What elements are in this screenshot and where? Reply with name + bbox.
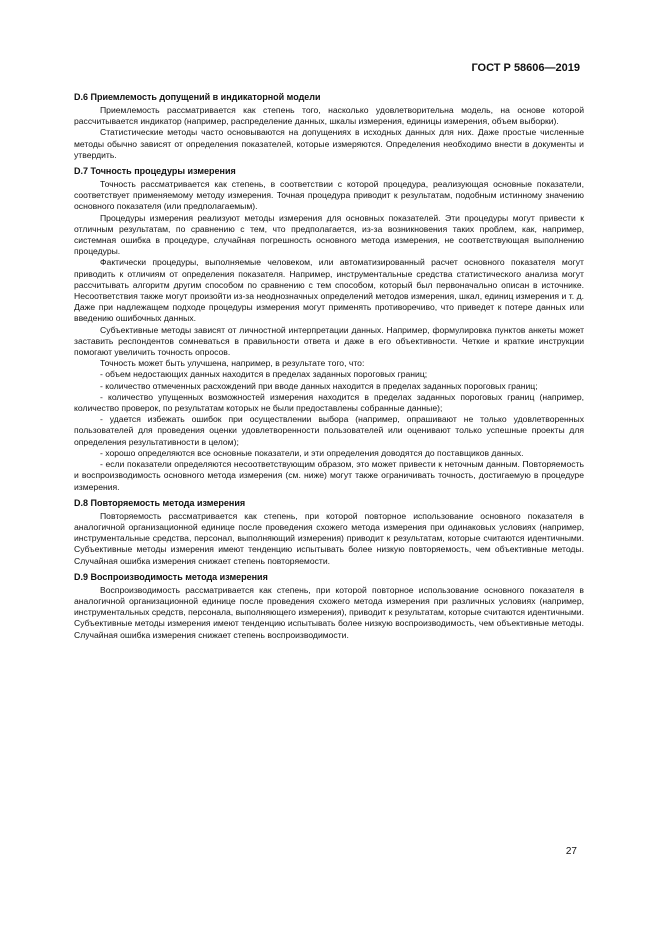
list-item: - хорошо определяются все основные показатели, и эти определения доводятся до поставщиков данных. (100, 447, 524, 458)
paragraph: Субъективные методы зависят от личностной интерпретации данных. Например, формулировка пунктов анкеты может заставить респондентов сомневаться в правильности ответа и даже в его объективности. Четкие и краткие инструкции помогают увеличить точность опросов. (74, 324, 584, 358)
section-title: D.7 Точность процедуры измерения (74, 166, 236, 177)
list-item: - количество упущенных возможностей измерения находится в пределах заданных пороговых границ (например, количество проверок, по результатам которых не были предоставлены собранные данные); (74, 391, 584, 414)
paragraph: Процедуры измерения реализуют методы измерения для основных показателей. Эти процедуры могут привести к отличным результатам, по сравнению с тем, что предполагается, из-за возникновения таких проблем, как, например, системная ошибка в процедуре, случайная погрешность основного метода измерения, не соответствующая выполнению процедуры. (74, 212, 584, 257)
paragraph: Приемлемость рассматривается как степень того, насколько удовлетворительна модель, на основе которой рассчитывается индикатор (например, распределение данных, шкалы измерения, единицы измерения, объем выборки). (74, 105, 584, 127)
section-title: D.6 Приемлемость допущений в индикаторной модели (74, 92, 321, 102)
section-d8 (74, 498, 584, 567)
paragraph: Точность рассматривается как степень, в соответствии с которой процедура, реализующая основные показатели, соответствует применяемому методу измерения. Точная процедура приводит к результатам, подобным истинному значению основного показателя (или предполагаемым). (74, 179, 584, 212)
section-d9 (74, 572, 584, 641)
paragraph: Фактически процедуры, выполняемые человеком, или автоматизированный расчет основного показателя могут приводить к отличиям от определения показателя. Например, инструментальные средства статистического анализа могут рассчитывать алгоритм другим способом по сравнению с тем способом, который был первоначально описан в источнике. Несоответствия также могут произойти из-за неоднозначных определений методов измерения, шкал, единиц измерения и т. д. Даже при надлежащем подходе процедуры измерения могут применять противоречиво, что приведет к потере данных или введению ошибочных данных. (74, 257, 584, 324)
page-number: 27 (565, 846, 577, 857)
list-item: - удается избежать ошибок при осуществлении выбора (например, опрашивают не только удовлетворенных пользователей для проведения оценки удовлетворенности пользователей или оценивают только успешные проекты для определения результативности в целом); (74, 414, 584, 447)
paragraph: Статистические методы часто основываются на допущениях в исходных данных для них. Даже простые численные методы обычно зависят от определения показателей, которые измеряются. Определения необходимо внести в документы и утвердить. (74, 127, 584, 160)
section-title: D.9 Воспроизводимость метода измерения (74, 571, 268, 582)
paragraph: Повторяемость рассматривается как степень, при которой повторное использование основного показателя в аналогичной организационной единице после проведения схожего метода измерения при одинаковых условиях (например, инструментальные средства, персонал, выполняющий измерения) приводит к результатам, которые считаются идентичными. Субъективные методы измерения имеют тенденцию испытывать более низкую повторяемость, чем объективные методы. Случайная ошибка измерения снижает степень повторяемости. (74, 510, 584, 566)
section-d7 (74, 166, 584, 493)
paragraph: Точность может быть улучшена, например, в результате того, что: (100, 358, 365, 369)
paragraph: Воспроизводимость рассматривается как степень, при которой повторное использование основного показателя в аналогичной организационной единице после проведения схожего метода измерения при различных условиях (например, инструментальных средств, персонала, выполняющего измерения), приводит к результатам, которые считаются идентичными. Субъективные методы измерения имеют тенденцию испытывать более низкую воспроизводимость, чем объективные методы. Случайная ошибка измерения снижает степень воспроизводимости. (74, 584, 584, 640)
list-item: - если показатели определяются несоответствующим образом, это может привести к неточным данным. Повторяемость и воспроизводимость основного метода измерения (см. ниже) могут также ограничивать точность, достигаемую в процедуре измерения. (74, 459, 584, 492)
section-d6 (74, 92, 584, 161)
list-item: - количество отмеченных расхождений при вводе данных находится в пределах заданных пороговых границ; (100, 380, 538, 391)
document-id-header: ГОСТ Р 58606—2019 (471, 62, 580, 74)
document-body (74, 92, 584, 646)
list-item: - объем недостающих данных находится в пределах заданных пороговых границ; (100, 369, 428, 380)
section-title: D.8 Повторяемость метода измерения (74, 497, 246, 508)
